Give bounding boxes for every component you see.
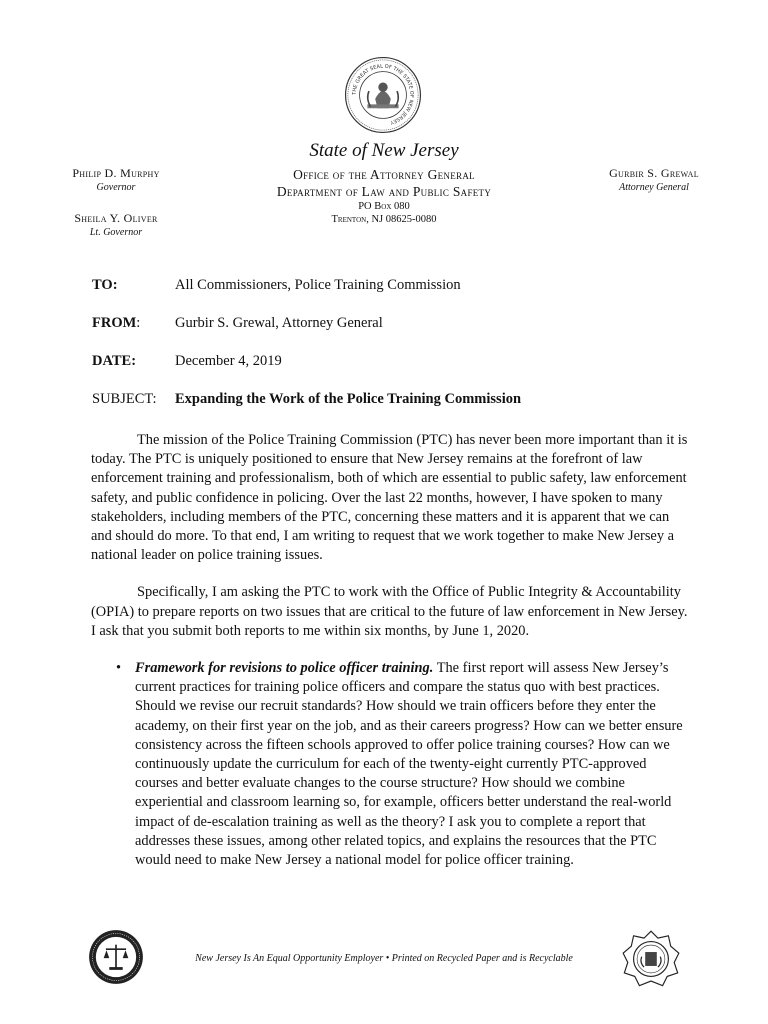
bullet-title: Framework for revisions to police officer training. xyxy=(135,660,434,677)
attorney-general-name: Gurbir S. Grewal xyxy=(609,166,699,180)
lt-governor-role: Lt. Governor xyxy=(89,227,143,238)
office-name: Office of the Attorney General xyxy=(293,167,475,182)
memo-subject-label: SUBJECT: xyxy=(92,391,157,407)
governor-role: Governor xyxy=(96,182,136,193)
body-paragraph: The mission of the Police Training Commission (PTC) has never been more important than it is today. The PTC is uniquely positioned to ensure that New Jersey remains at the forefront of law enforcement training and professionalism, both of which are essential to public safety, law enforcement safety, and public confidence in policing. Over the last 22 months, however, I have spoken to many stakeholders, including members of the PTC, concerning these matters and it is apparent that we can and should do more. To that end, I am writing to request that we work together to make New Jersey a national leader on police training issues. xyxy=(91,432,688,564)
footer-text: New Jersey Is An Equal Opportunity Employer • Printed on Recycled Paper and is Recyclable xyxy=(195,953,573,964)
svg-text:THE GREAT SEAL OF THE STATE OF: THE GREAT SEAL OF THE STATE OF NEW JERSEY xyxy=(351,63,415,126)
governor-block xyxy=(56,166,176,238)
memo-to-label: TO: xyxy=(92,277,118,293)
state-seal-icon xyxy=(344,56,422,134)
body-paragraph: Specifically, I am asking the PTC to work with the Office of Public Integrity & Accountability (OPIA) to prepare reports on two issues that are critical to the future of law enforcement in New Jersey. I ask that you submit both reports to me within six months, by June 1, 2020. xyxy=(91,584,688,639)
attorney-general-role: Attorney General xyxy=(619,182,689,193)
bullet-item xyxy=(91,659,691,870)
memo-from-value: Gurbir S. Grewal, Attorney General xyxy=(175,315,383,331)
bullet-icon: • xyxy=(116,660,122,677)
city-address: Trenton, NJ 08625-0080 xyxy=(331,214,437,225)
po-box: PO Box 080 xyxy=(358,201,410,212)
governor-name: Philip D. Murphy xyxy=(72,166,160,180)
bullet-text: The first report will assess New Jersey’s current practices for training police officers and compare the status quo with best practices. Should we revise our recruit standards? How should we train officers before they enter the academy, on their first year on the job, and as their careers progress? How can we better ensure consistency across the fifteen schools approved to offer police training courses? How can we continuously update the curriculum for each of the twenty-eight currently PTC-approved courses and better evaluate changes to the course structure? How should we combine experiential and classroom learning so, for example, officers better understand the real-world impact of de-escalation training as well as the theory? I ask you to complete a report that addresses these issues, among other related topics, and explains the resources that the PTC would need to make New Jersey a national model for police officer training. xyxy=(135,660,683,869)
memo-date-value: December 4, 2019 xyxy=(175,353,282,369)
memo-from-label: FROM: xyxy=(92,315,141,331)
memo-to-value: All Commissioners, Police Training Commission xyxy=(175,277,461,293)
memo-date-label: DATE: xyxy=(92,353,137,369)
state-title: State of New Jersey xyxy=(309,140,459,161)
letter-body xyxy=(91,431,691,870)
bullet-paragraph xyxy=(135,659,691,870)
attorney-general-block xyxy=(594,166,714,193)
memo-subject-value: Expanding the Work of the Police Training Commission xyxy=(175,391,522,407)
police-badge-seal-icon xyxy=(622,930,680,988)
lt-governor-name: Sheila Y. Oliver xyxy=(74,211,158,225)
letterhead-office-block xyxy=(214,166,554,226)
department-name: Department of Law and Public Safety xyxy=(276,184,492,199)
